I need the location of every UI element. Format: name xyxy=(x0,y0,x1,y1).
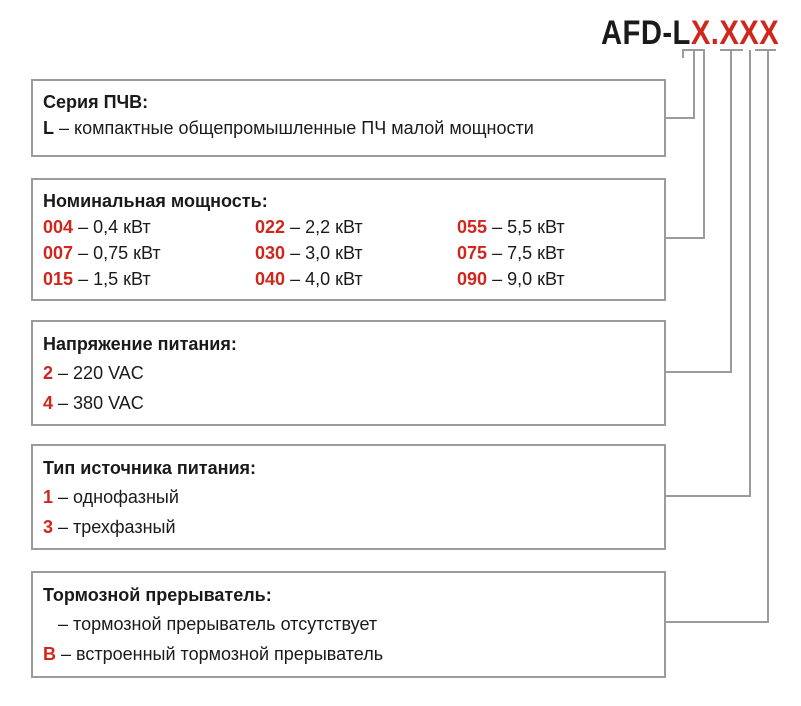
power-value: – 0,4 кВт xyxy=(78,217,151,237)
power-code: 015 xyxy=(43,269,74,289)
power-code: 022 xyxy=(255,217,286,237)
power-item xyxy=(457,240,657,266)
brake-value: – встроенный тормозной прерыватель xyxy=(61,644,384,664)
power-item xyxy=(255,266,457,292)
power-code: 030 xyxy=(255,243,286,263)
power-value: – 5,5 кВт xyxy=(492,217,565,237)
power-value: – 7,5 кВт xyxy=(492,243,565,263)
power-title: Номинальная мощность: xyxy=(43,191,268,211)
power-value: – 0,75 кВт xyxy=(78,243,161,263)
brake-item xyxy=(43,639,654,669)
power-box xyxy=(31,178,666,301)
brake-code: B xyxy=(43,644,56,664)
series-title: Серия ПЧВ: xyxy=(43,92,149,112)
supply-item xyxy=(43,482,654,512)
power-value: – 4,0 кВт xyxy=(290,269,363,289)
series-key: L xyxy=(43,118,54,138)
power-value: – 9,0 кВт xyxy=(492,269,565,289)
power-code: 004 xyxy=(43,217,74,237)
brake-box xyxy=(31,571,666,678)
supply-value: – трехфазный xyxy=(58,517,176,537)
power-value: – 2,2 кВт xyxy=(290,217,363,237)
connector-series xyxy=(666,50,694,118)
supply-code: 3 xyxy=(43,517,54,537)
power-code: 075 xyxy=(457,243,488,263)
connector-supply xyxy=(666,50,750,496)
supply-value: – однофазный xyxy=(58,487,179,507)
power-value: – 1,5 кВт xyxy=(78,269,151,289)
power-value: – 3,0 кВт xyxy=(290,243,363,263)
voltage-code: 4 xyxy=(43,393,54,413)
series-line xyxy=(43,115,654,141)
brake-title: Тормозной прерыватель: xyxy=(43,585,272,605)
voltage-box xyxy=(31,320,666,426)
model-code-options-placeholder: XXX xyxy=(719,14,779,52)
supply-code: 1 xyxy=(43,487,54,507)
voltage-title: Напряжение питания: xyxy=(43,334,237,354)
model-code-prefix: AFD-L xyxy=(600,14,691,52)
brake-item xyxy=(43,609,654,639)
voltage-code: 2 xyxy=(43,363,54,383)
power-code: 055 xyxy=(457,217,488,237)
power-item xyxy=(457,266,657,292)
voltage-value: – 380 VAC xyxy=(58,393,144,413)
model-code xyxy=(601,14,779,53)
power-item xyxy=(255,240,457,266)
supply-box xyxy=(31,444,666,550)
voltage-item xyxy=(43,388,654,418)
power-grid xyxy=(43,214,654,292)
model-code-series-placeholder: X xyxy=(690,14,711,52)
series-box xyxy=(31,79,666,157)
power-code: 007 xyxy=(43,243,74,263)
power-item xyxy=(43,240,255,266)
power-code: 040 xyxy=(255,269,286,289)
power-code: 090 xyxy=(457,269,488,289)
series-text: – компактные общепромышленные ПЧ малой мощности xyxy=(59,118,534,138)
connector-brake xyxy=(666,50,768,622)
power-item xyxy=(255,214,457,240)
power-item xyxy=(457,214,657,240)
power-item xyxy=(43,214,255,240)
voltage-item xyxy=(43,358,654,388)
supply-title: Тип источника питания: xyxy=(43,458,257,478)
brake-value: – тормозной прерыватель отсутствует xyxy=(58,614,378,634)
voltage-value: – 220 VAC xyxy=(58,363,144,383)
connector-power xyxy=(666,58,704,238)
supply-item xyxy=(43,512,654,542)
model-code-dot: . xyxy=(710,14,720,52)
connector-voltage xyxy=(666,50,731,372)
power-item xyxy=(43,266,255,292)
